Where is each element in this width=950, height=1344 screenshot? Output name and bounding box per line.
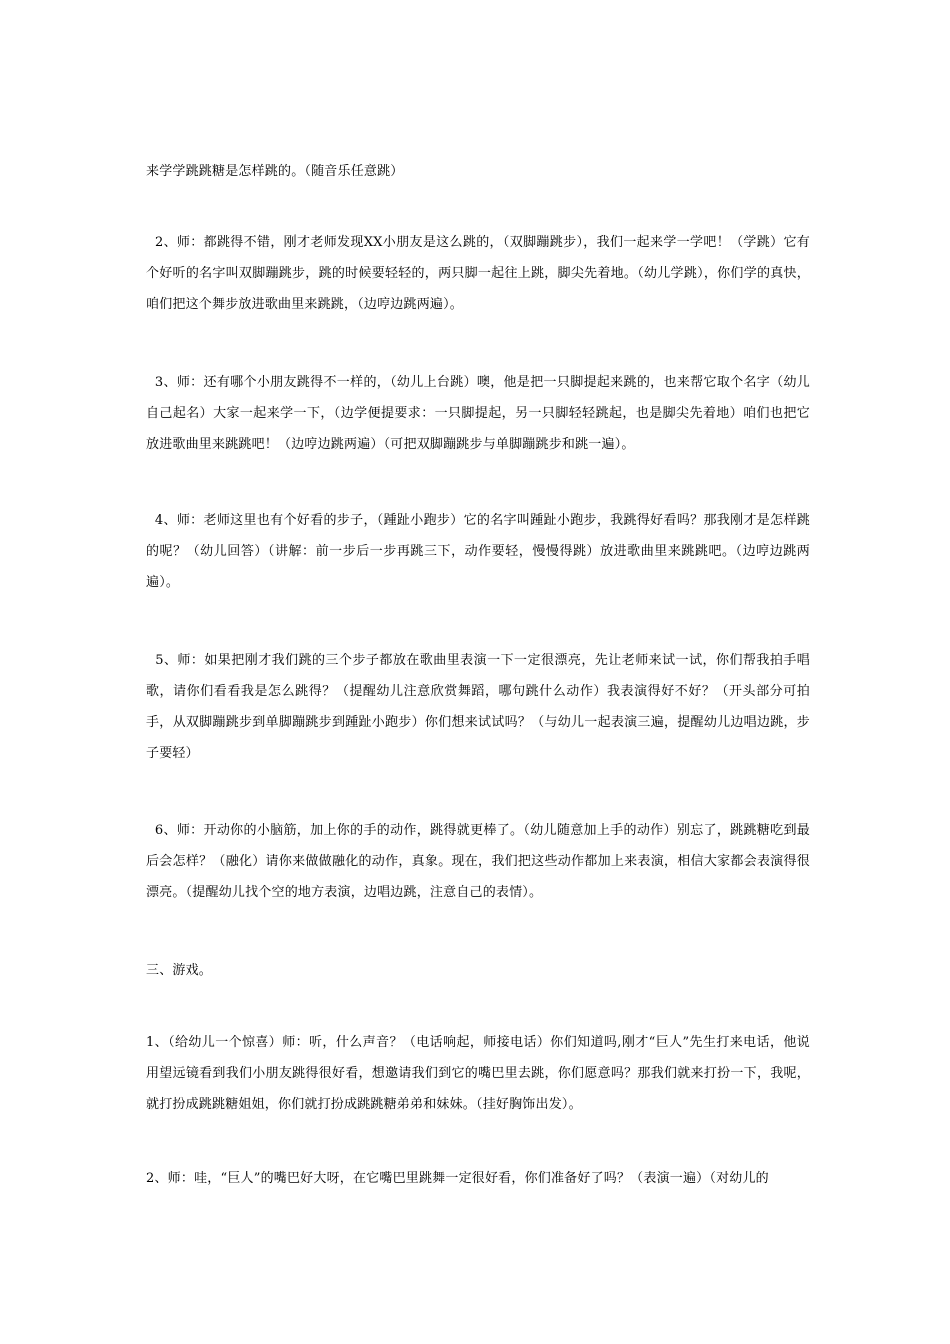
paragraph-step-6: 6、师：开动你的小脑筋，加上你的手的动作，跳得就更棒了。（幼儿随意加上手的动作）别忘了，跳跳糖吃到最后会怎样？（融化）请你来做做融化的动作，真象。现在，我们把这些动作都加上来表演，相信大家都会表演得很漂亮。（提醒幼儿找个空的地方表演，边唱边跳，注意自己的表情）。 [146, 823, 810, 900]
section-heading-game: 三、游戏。 [146, 963, 213, 978]
paragraph-game-1: 1、（给幼儿一个惊喜）师：听，什么声音？（电话响起，师接电话）你们知道吗,刚才“巨人”先生打来电话，他说用望远镜看到我们小朋友跳得很好看，想邀请我们到它的嘴巴里去跳，你们愿意吗？那我们就来打扮一下，我呢，就打扮成跳跳糖姐姐，你们就打扮成跳跳糖弟弟和妹妹。（挂好胸饰出发）。 [146, 1035, 810, 1112]
paragraph-step-2: 2、师：都跳得不错，刚才老师发现XX小朋友是这么跳的，（双脚蹦跳步），我们一起来学一学吧！（学跳）它有个好听的名字叫双脚蹦跳步，跳的时候要轻轻的，两只脚一起往上跳，脚尖先着地。（幼儿学跳），你们学的真快，咱们把这个舞步放进歌曲里来跳跳，（边哼边跳两遍）。 [146, 235, 810, 312]
paragraph-step-5: 5、师：如果把刚才我们跳的三个步子都放在歌曲里表演一下一定很漂亮，先让老师来试一试，你们帮我拍手唱歌，请你们看看我是怎么跳得？（提醒幼儿注意欣赏舞蹈，哪句跳什么动作）我表演得好不好？（开头部分可拍手，从双脚蹦跳步到单脚蹦跳步到踵趾小跑步）你们想来试试吗？（与幼儿一起表演三遍，提醒幼儿边唱边跳，步子要轻） [146, 653, 810, 761]
paragraph-step-4: 4、师：老师这里也有个好看的步子，（踵趾小跑步）它的名字叫踵趾小跑步，我跳得好看吗？那我刚才是怎样跳的呢？（幼儿回答）（讲解：前一步后一步再跳三下，动作要轻，慢慢得跳）放进歌曲里来跳跳吧。（边哼边跳两遍）。 [146, 513, 810, 590]
paragraph-intro: 来学学跳跳糖是怎样跳的。（随音乐任意跳） [146, 164, 404, 179]
paragraph-step-3: 3、师：还有哪个小朋友跳得不一样的，（幼儿上台跳）噢，他是把一只脚提起来跳的，也来帮它取个名字（幼儿自己起名）大家一起来学一下，（边学便提要求：一只脚提起，另一只脚轻轻跳起，也是脚尖先着地）咱们也把它放进歌曲里来跳跳吧！（边哼边跳两遍）（可把双脚蹦跳步与单脚蹦跳步和跳一遍）。 [146, 375, 810, 452]
paragraph-game-2: 2、师：哇，“巨人”的嘴巴好大呀，在它嘴巴里跳舞一定很好看，你们准备好了吗？（表演一遍）（对幼儿的 [146, 1171, 769, 1186]
